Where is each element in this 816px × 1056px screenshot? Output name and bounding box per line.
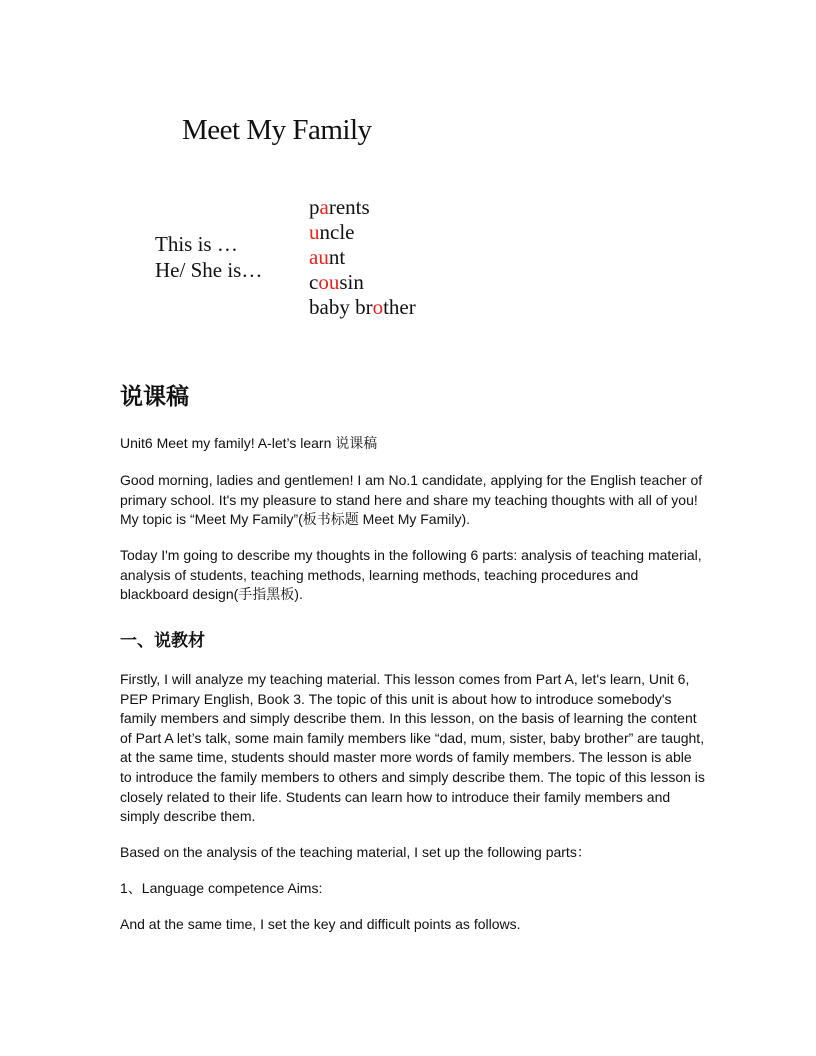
aims-line: 1、Language competence Aims: bbox=[120, 880, 323, 896]
vocab-word: parents bbox=[309, 195, 370, 219]
vocab-word: uncle bbox=[309, 220, 355, 244]
parts-paragraph: Today I'm going to describe my thoughts in the following 6 parts: analysis of teaching material, analysis of students, teaching methods, learning methods, teaching procedures and blackboard design(手指黑板). bbox=[120, 547, 702, 603]
pattern-line: This is … bbox=[155, 232, 238, 256]
board-title: Meet My Family bbox=[182, 114, 372, 146]
based-paragraph: Based on the analysis of the teaching material, I set up the following parts： bbox=[120, 844, 591, 860]
section-heading: 一、说教材 bbox=[120, 631, 205, 650]
sentence-patterns bbox=[155, 231, 262, 283]
intro-paragraph: Good morning, ladies and gentlemen! I am No.1 candidate, applying for the English teacher of primary school. It's my pleasure to stand here and share my teaching thoughts with all of you! My topic is “Meet My Family”(板书标题 Meet My Family). bbox=[120, 472, 703, 528]
key-points-paragraph: And at the same time, I set the key and difficult points as follows. bbox=[120, 916, 521, 932]
vocabulary-list bbox=[309, 195, 416, 320]
vocab-word: aunt bbox=[309, 245, 346, 269]
vocab-word: baby brother bbox=[309, 295, 416, 319]
unit-line: Unit6 Meet my family! A-let’s learn 说课稿 bbox=[120, 435, 378, 451]
pattern-line: He/ She is… bbox=[155, 258, 263, 282]
vocab-word: cousin bbox=[309, 270, 364, 294]
page-heading: 说课稿 bbox=[120, 383, 189, 409]
material-paragraph: Firstly, I will analyze my teaching material. This lesson comes from Part A, let's learn, Unit 6, PEP Primary English, Book 3. The topic of this unit is about how to introduce somebody's family members and simply describe them. In this lesson, on the basis of learning the content of Part A let’s talk, some main family members like “dad, mum, sister, baby brother” are taught, at the same time, students should master more words of family members. The lesson is able to introduce the family members to others and simply describe them. The topic of this lesson is closely related to their life. Students can learn how to introduce their family members and simply describe them. bbox=[120, 671, 705, 825]
